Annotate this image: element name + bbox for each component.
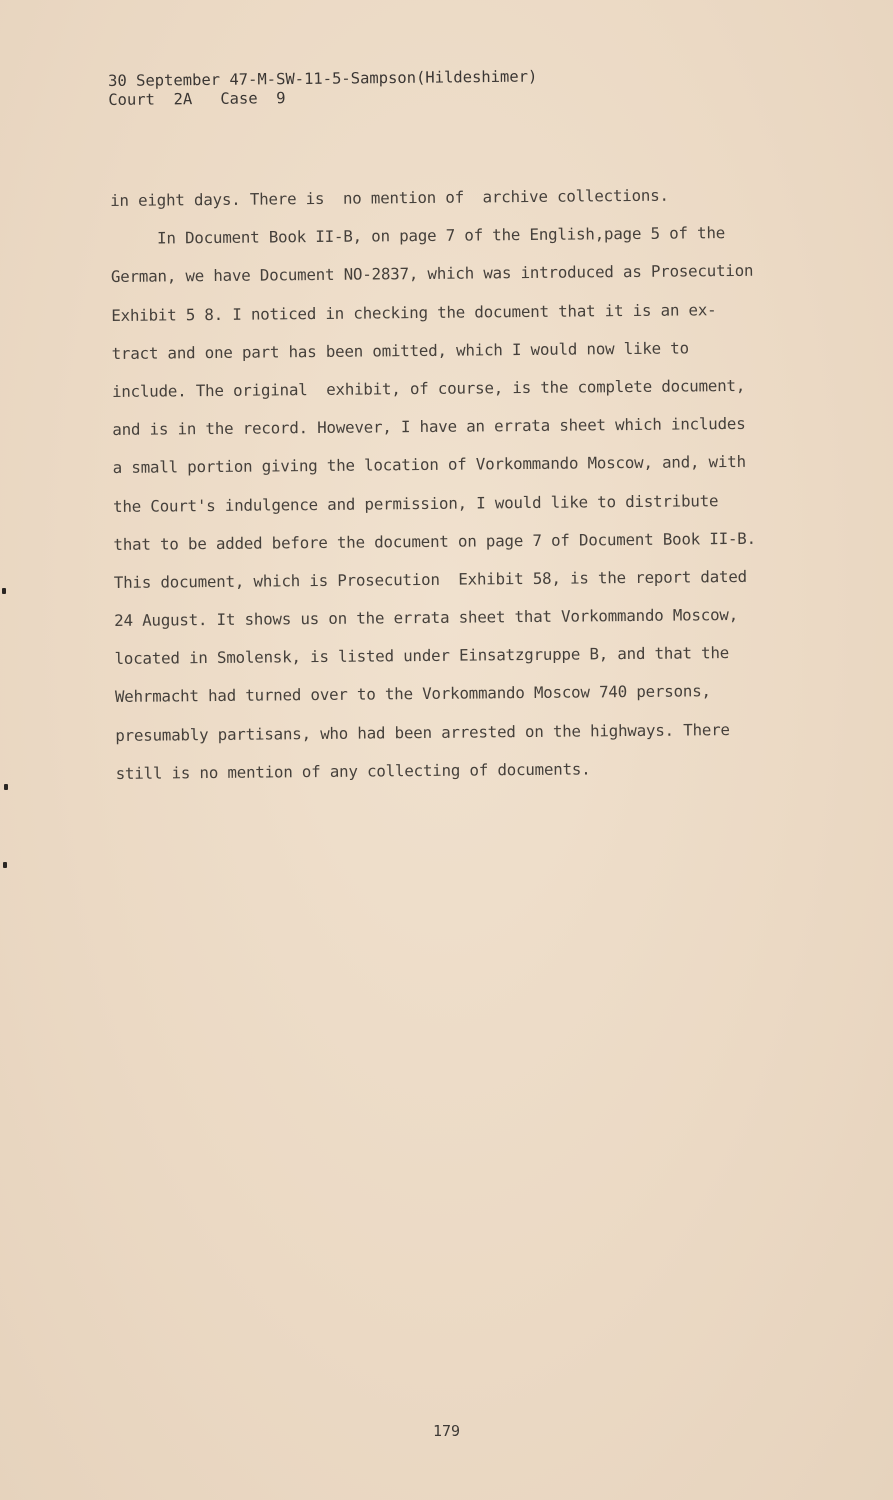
transcript-line: located in Smolensk, is listed under Einsatzgruppe B, and that the bbox=[114, 643, 730, 669]
transcript-line: In Document Book II-B, on page 7 of the English,page 5 of the bbox=[110, 223, 726, 249]
transcript-line: include. The original exhibit, of course, is the complete document, bbox=[111, 375, 746, 401]
margin-binding-mark bbox=[4, 784, 8, 790]
document-header bbox=[108, 68, 538, 110]
transcript-line: still is no mention of any collecting of documents. bbox=[115, 759, 591, 783]
transcript-line: This document, which is Prosecution Exhibit 58, is the report dated bbox=[113, 566, 748, 592]
transcript-line: presumably partisans, who had been arrested on the highways. There bbox=[115, 719, 730, 745]
margin-binding-mark bbox=[2, 588, 6, 594]
transcript-line: and is in the record. However, I have an errata sheet which includes bbox=[112, 414, 746, 440]
transcript-line: in eight days. There is no mention of archive collections. bbox=[110, 185, 669, 210]
header-date-reference: 30 September 47-M-SW-11-5-Sampson(Hildeshimer) bbox=[108, 67, 538, 90]
transcript-line: the Court's indulgence and permission, I would like to distribute bbox=[113, 490, 719, 516]
margin-binding-mark bbox=[3, 862, 7, 868]
transcript-line: tract and one part has been omitted, which I would now like to bbox=[111, 338, 689, 363]
transcript-line: Exhibit 5 8. I noticed in checking the document that it is an ex- bbox=[111, 299, 717, 325]
transcript-line: German, we have Document NO-2837, which was introduced as Prosecution bbox=[110, 261, 754, 287]
transcript-body bbox=[110, 175, 816, 793]
transcript-line: Wehrmacht had turned over to the Vorkommando Moscow 740 persons, bbox=[114, 681, 711, 707]
transcript-line: a small portion giving the location of Vorkommando Moscow, and, with bbox=[112, 452, 746, 478]
header-court-case: Court 2A Case 9 bbox=[108, 89, 286, 109]
transcript-line: 24 August. It shows us on the errata sheet that Vorkommando Moscow, bbox=[114, 605, 739, 631]
transcript-line: that to be added before the document on page 7 of Document Book II-B. bbox=[113, 528, 756, 554]
page-number: 179 bbox=[432, 1422, 461, 1440]
